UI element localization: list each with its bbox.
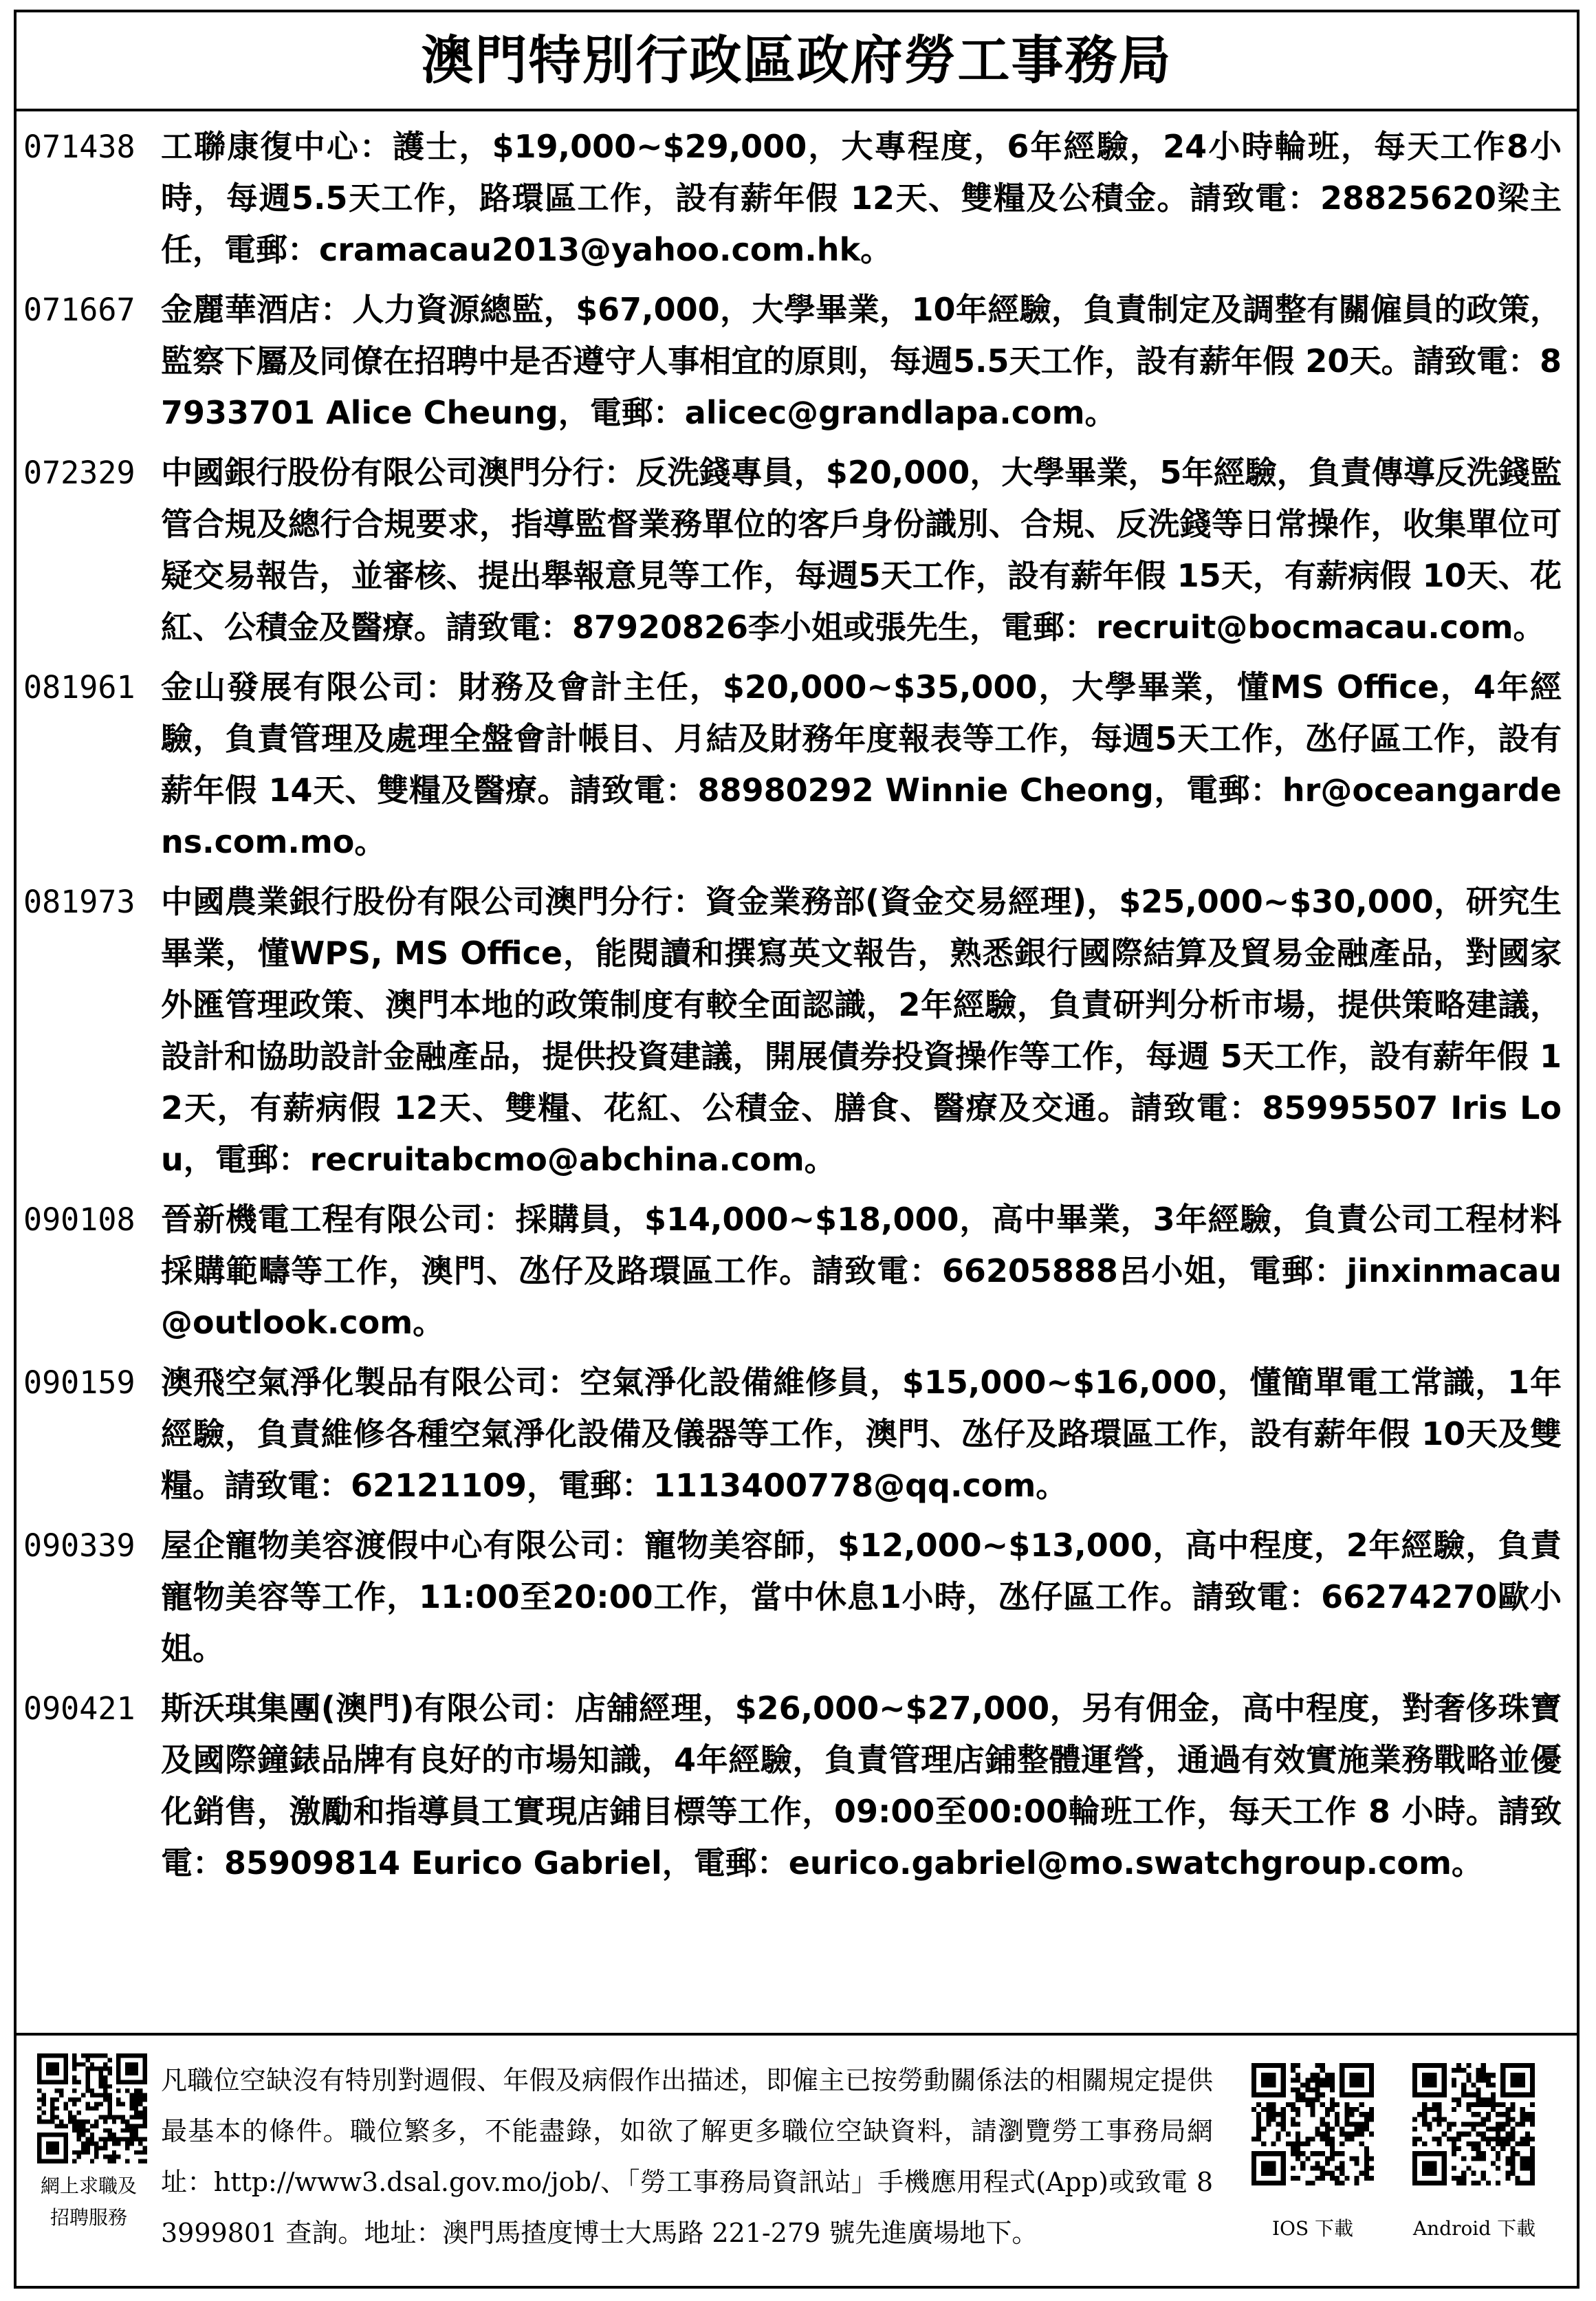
qr-caption-line-1: 網上求職及 <box>40 2174 137 2197</box>
job-code: 071438 <box>23 129 135 165</box>
job-description: 工聯康復中心：護士，$19,000~$29,000，大專程度，6年經驗，24小時輪班，每天工作8小時，每週5.5天工作，路環區工作，設有薪年假 12天、雙糧及公積金。請致電：28825620梁主任，電郵：cramacau2013@yahoo.com.hk。 <box>161 128 1562 268</box>
qr-code-icon[interactable] <box>37 2053 147 2163</box>
job-code: 090339 <box>23 1527 135 1564</box>
android-qr-code-icon[interactable] <box>1412 2063 1535 2185</box>
job-code: 090108 <box>23 1201 135 1238</box>
ios-download-label: IOS 下載 <box>1271 2217 1354 2240</box>
list-item <box>17 284 1577 439</box>
job-vacancy-sheet <box>14 10 1579 2289</box>
list-item <box>17 876 1577 1186</box>
footer <box>17 2033 1577 2286</box>
list-item <box>17 1683 1577 1889</box>
job-description: 斯沃琪集團(澳門)有限公司：店舖經理，$26,000~$27,000，另有佣金，高中程度，對奢侈珠寶及國際鐘錶品牌有良好的市場知識，4年經驗，負責管理店鋪整體運營，通過有效實施業務戰略並優化銷售，激勵和指導員工實現店鋪目標等工作，09:00至00:00輪班工作，每天工作 8 小時。請致電：85909814 Eurico Gabriel，電郵：eurico.gabriel@mo.swatchgroup.com。 <box>161 1690 1562 1882</box>
job-description: 屋企寵物美容渡假中心有限公司：寵物美容師，$12,000~$13,000，高中程度，2年經驗，負責寵物美容等工作，11:00至20:00工作，當中休息1小時，氹仔區工作。請致電：66274270歐小姐。 <box>161 1527 1562 1667</box>
android-download-label: Android 下載 <box>1412 2217 1536 2240</box>
job-description: 中國銀行股份有限公司澳門分行：反洗錢專員，$20,000，大學畢業，5年經驗，負責傳導反洗錢監管合規及總行合規要求，指導監督業務單位的客戶身份識別、合規、反洗錢等日常操作，收集單位可疑交易報告，並審核、提出舉報意見等工作，每週5天工作，設有薪年假 15天，有薪病假 10天、花紅、公積金及醫療。請致電：87920826李小姐或張先生，電郵：recruit@bocmacau.com。 <box>161 454 1562 646</box>
page-title: 澳門特別行政區政府勞工事務局 <box>17 12 1577 111</box>
job-description: 澳飛空氣淨化製品有限公司：空氣淨化設備維修員，$15,000~$16,000，懂簡單電工常識，1年經驗，負責維修各種空氣淨化設備及儀器等工作，澳門、氹仔及路環區工作，設有薪年假 10天及雙糧。請致電：62121109，電郵：1113400778@qq.com。 <box>161 1364 1562 1504</box>
list-item <box>17 662 1577 868</box>
job-code: 081961 <box>23 669 135 706</box>
job-description: 晉新機電工程有限公司：採購員，$14,000~$18,000，高中畢業，3年經驗，負責公司工程材料採購範疇等工作，澳門、氹仔及路環區工作。請致電：66205888呂小姐，電郵：jinxinmacau@outlook.com。 <box>161 1201 1562 1341</box>
list-item <box>17 121 1577 276</box>
job-description: 中國農業銀行股份有限公司澳門分行：資金業務部(資金交易經理)，$25,000~$30,000，研究生畢業，懂WPS, MS Office，能閱讀和撰寫英文報告，熟悉銀行國際結算及貿易金融產品，對國家外匯管理政策、澳門本地的政策制度有較全面認識，2年經驗，負責研判分析市場，提供策略建議，設計和協助設計金融產品，提供投資建議，開展債券投資操作等工作，每週 5天工作，設有薪年假 12天，有薪病假 12天、雙糧、花紅、公積金、膳食、醫療及交通。請致電：85995507 Iris Lou，電郵：recruitabcmo@abchina.com。 <box>161 883 1562 1178</box>
job-code: 072329 <box>23 455 135 491</box>
list-item <box>17 1520 1577 1675</box>
job-listings <box>17 111 1577 1889</box>
job-code: 071667 <box>23 292 135 328</box>
list-item <box>17 1194 1577 1349</box>
footer-notice: 凡職位空缺沒有特別對週假、年假及病假作出描述，即僱主已按勞動關係法的相關規定提供最基本的條件。職位繁多，不能盡錄，如欲了解更多職位空缺資料，請瀏覽勞工事務局網址：http://www3.dsal.gov.mo/job/、「勞工事務局資訊站」手機應用程式(App)或致電 83999801 查詢。地址：澳門馬揸度博士大馬路 221-279 號先進廣場地下。 <box>161 2065 1213 2248</box>
qr-caption-line-2: 招聘服務 <box>50 2206 127 2229</box>
job-code: 090159 <box>23 1364 135 1401</box>
list-item <box>17 447 1577 653</box>
job-code: 090421 <box>23 1690 135 1727</box>
qr-caption-online-service <box>17 2170 161 2234</box>
job-code: 081973 <box>23 884 135 920</box>
list-item <box>17 1357 1577 1512</box>
job-description: 金山發展有限公司：財務及會計主任，$20,000~$35,000，大學畢業，懂MS Office，4年經驗，負責管理及處理全盤會計帳目、月結及財務年度報表等工作，每週5天工作，氹仔區工作，設有薪年假 14天、雙糧及醫療。請致電：88980292 Winnie Cheong，電郵：hr@oceangardens.com.mo。 <box>161 668 1562 860</box>
job-description: 金麗華酒店：人力資源總監，$67,000，大學畢業，10年經驗，負責制定及調整有關僱員的政策，監察下屬及同僚在招聘中是否遵守人事相宜的原則，每週5.5天工作，設有薪年假 20天。請致電：87933701 Alice Cheung，電郵：alicec@grandlapa.com。 <box>161 291 1562 431</box>
ios-qr-code-icon[interactable] <box>1251 2063 1374 2185</box>
